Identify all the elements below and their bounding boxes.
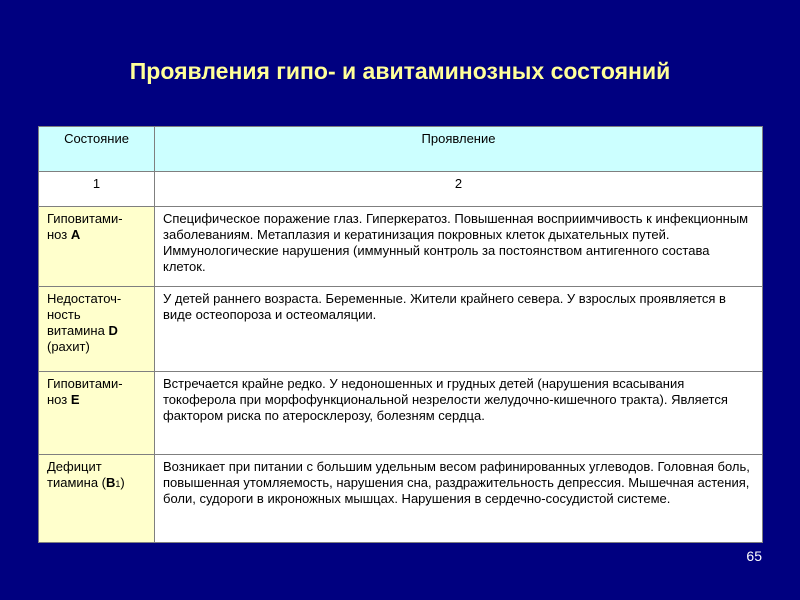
header-manifestation: Проявление <box>155 127 763 172</box>
table-row <box>39 287 763 372</box>
vitamin-letter: Е <box>70 392 80 407</box>
table-header-row <box>39 127 763 172</box>
vitamin-subscript: 1 <box>115 479 121 489</box>
vitamin-letter: D <box>108 323 118 338</box>
condition-cell <box>39 455 155 543</box>
vitamin-deficiency-table <box>38 126 763 543</box>
condition-text: Дефицит <box>47 459 102 474</box>
condition-text: Недостаточ- <box>47 291 122 306</box>
condition-text: Гиповитами- <box>47 376 123 391</box>
table-row <box>39 207 763 287</box>
slide-title: Проявления гипо- и авитаминозных состояний <box>129 58 671 84</box>
column-number-2: 2 <box>155 172 763 207</box>
table-row <box>39 455 763 543</box>
description-cell: Специфическое поражение глаз. Гиперкератоз. Повышенная восприимчивость к инфекционным заболеваниям. Метаплазия и кератинизация покровных клеток дыхательных путей. Иммунологические нарушения (иммунный контроль за постоянством антигенного состава клеток. <box>155 207 763 287</box>
condition-cell <box>39 372 155 455</box>
condition-text: ность <box>47 307 81 322</box>
column-number-row <box>39 172 763 207</box>
column-number-1: 1 <box>39 172 155 207</box>
description-cell: У детей раннего возраста. Беременные. Жители крайнего севера. У взрослых проявляется в виде остеопороза и остеомаляции. <box>155 287 763 372</box>
condition-text: ноз <box>47 392 71 407</box>
condition-text: тиамина ( <box>47 475 106 490</box>
vitamin-letter: А <box>70 227 81 242</box>
condition-text: ) <box>120 475 125 490</box>
condition-cell <box>39 207 155 287</box>
condition-cell <box>39 287 155 372</box>
description-cell: Возникает при питании с большим удельным весом рафинированных углеводов. Головная боль, повышенная утомляемость, нарушения сна, раздражительность депрессия. Мышечная астения, боли, судороги в икроножных мышцах. Нарушения в сердечно-сосудистой системе. <box>155 455 763 543</box>
condition-text: ноз <box>47 227 71 242</box>
condition-text: (рахит) <box>47 339 90 354</box>
description-cell: Встречается крайне редко. У недоношенных и грудных детей (нарушения всасывания токоферола при морфофункциональной незрелости желудочно-кишечного тракта). Является фактором риска по атеросклерозу, болезням сердца. <box>155 372 763 455</box>
table-row <box>39 372 763 455</box>
condition-text: витамина <box>47 323 109 338</box>
page-number: 65 <box>746 548 762 564</box>
vitamin-letter: В <box>106 475 116 490</box>
header-condition: Состояние <box>39 127 155 172</box>
condition-text: Гиповитами- <box>47 211 123 226</box>
